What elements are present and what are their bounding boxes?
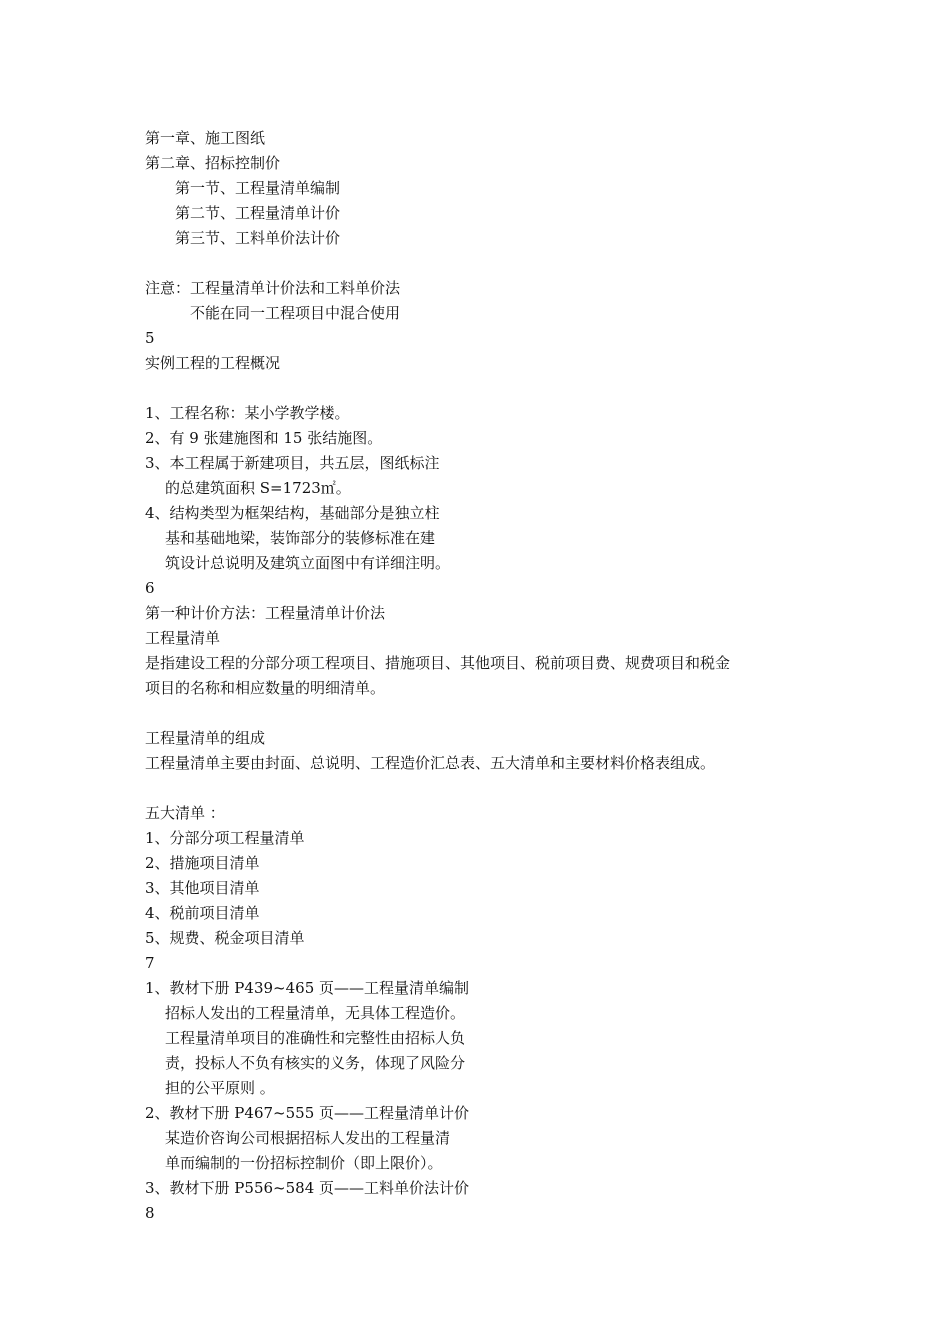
five-lists-title: 五大清单 ：: [145, 804, 225, 822]
overview-item-3-cont: 的总建筑面积 S=1723㎡。: [165, 479, 351, 497]
page-number-5: 5: [145, 329, 155, 347]
toc-section-2: 第二节、工程量清单计价: [175, 204, 341, 222]
five-list-item: 4、税前项目清单: [145, 904, 260, 922]
textbook-item-1-cont: 责，投标人不负有核实的义务，体现了风险分: [165, 1054, 466, 1072]
textbook-item-1-cont: 担的公平原则 。: [165, 1079, 275, 1097]
spacer: [145, 376, 845, 401]
toc-chapter-1: 第一章、施工图纸: [145, 129, 266, 147]
toc-section-3: 第三节、工料单价法计价: [175, 229, 341, 247]
spacer: [145, 251, 845, 276]
textbook-item-1-cont: 招标人发出的工程量清单，无具体工程造价。: [165, 1004, 466, 1022]
textbook-item-2: 2、教材下册 P467~555 页——工程量清单计价: [145, 1104, 470, 1122]
five-list-item: 2、措施项目清单: [145, 854, 260, 872]
textbook-item-2-cont: 单而编制的一份招标控制价（即上限价）。: [165, 1154, 443, 1172]
composition-title: 工程量清单的组成: [145, 729, 266, 747]
term-heading: 工程量清单: [145, 629, 221, 647]
toc-section-1: 第一节、工程量清单编制: [175, 179, 341, 197]
definition-line-1: 是指建设工程的分部分项工程项目、措施项目、其他项目、税前项目费、规费项目和税金: [145, 654, 731, 672]
textbook-item-1: 1、教材下册 P439~465 页——工程量清单编制: [145, 979, 470, 997]
textbook-item-2-cont: 某造价咨询公司根据招标人发出的工程量清: [165, 1129, 451, 1147]
overview-title: 实例工程的工程概况: [145, 354, 281, 372]
note-line-2: 不能在同一工程项目中混合使用: [190, 304, 401, 322]
page-number-8: 8: [145, 1204, 155, 1222]
note-line-1: 注意：工程量清单计价法和工料单价法: [145, 279, 401, 297]
toc-chapter-2: 第二章、招标控制价: [145, 154, 281, 172]
overview-item-4-cont: 筑设计总说明及建筑立面图中有详细注明。: [165, 554, 451, 572]
textbook-item-3: 3、教材下册 P556~584 页——工料单价法计价: [145, 1179, 470, 1197]
overview-item-2: 2、有 9 张建施图和 15 张结施图。: [145, 429, 383, 447]
spacer: [145, 701, 845, 726]
five-list-item: 5、规费、税金项目清单: [145, 929, 305, 947]
textbook-item-1-cont: 工程量清单项目的准确性和完整性由招标人负: [165, 1029, 466, 1047]
spacer: [145, 776, 845, 801]
overview-item-4: 4、结构类型为框架结构，基础部分是独立柱: [145, 504, 440, 522]
five-list-item: 3、其他项目清单: [145, 879, 260, 897]
composition-text: 工程量清单主要由封面、总说明、工程造价汇总表、五大清单和主要材料价格表组成。: [145, 754, 716, 772]
overview-item-3: 3、本工程属于新建项目，共五层，图纸标注: [145, 454, 440, 472]
page-number-6: 6: [145, 579, 155, 597]
document-body: [145, 126, 845, 1226]
method-title: 第一种计价方法：工程量清单计价法: [145, 604, 386, 622]
overview-item-1: 1、工程名称：某小学教学楼。: [145, 404, 350, 422]
five-list-item: 1、分部分项工程量清单: [145, 829, 305, 847]
page-number-7: 7: [145, 954, 155, 972]
overview-item-4-cont: 基和基础地梁，装饰部分的装修标准在建: [165, 529, 436, 547]
definition-line-2: 项目的名称和相应数量的明细清单。: [145, 679, 386, 697]
